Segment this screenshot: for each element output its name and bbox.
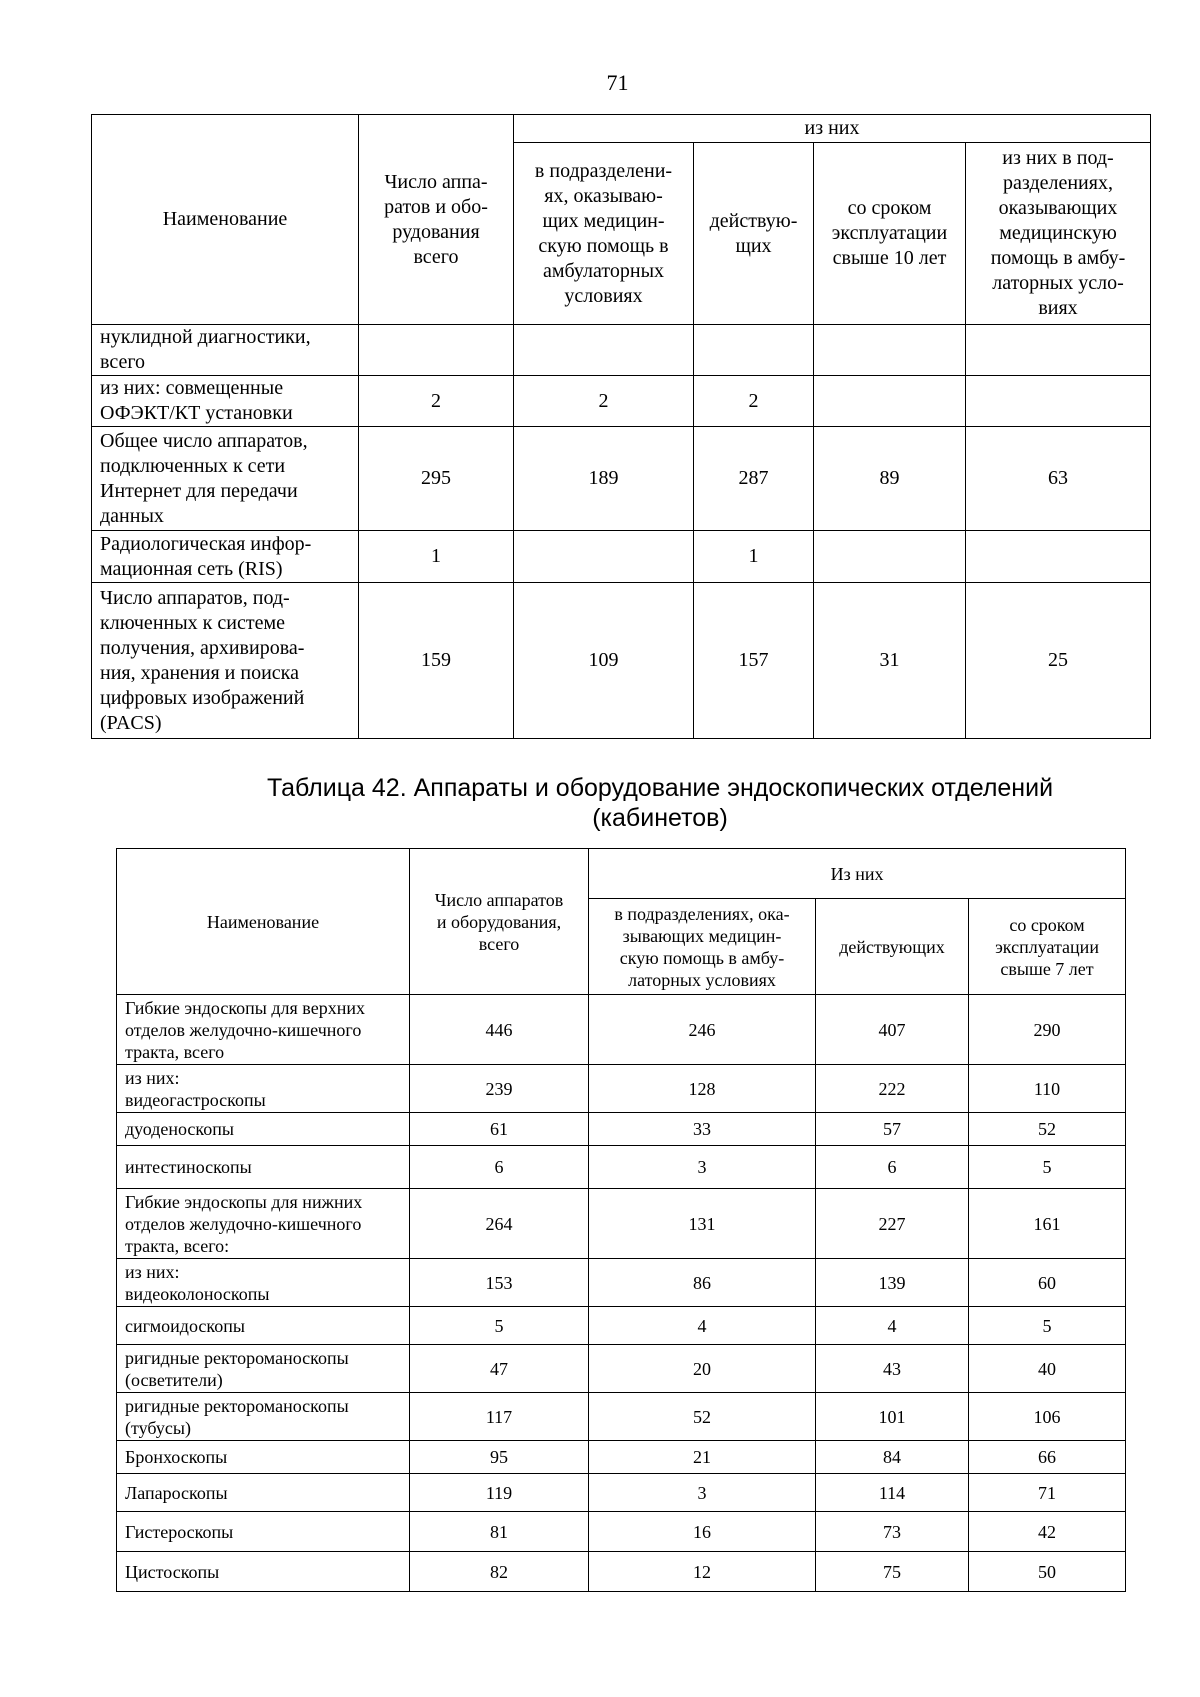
cell-active: 6	[816, 1146, 969, 1189]
cell-over7: 106	[969, 1393, 1126, 1441]
cell-name: Радиологическая инфор- мационная сеть (RIS)	[92, 531, 359, 583]
cell-active: 1	[694, 531, 814, 583]
cell-over7: 290	[969, 995, 1126, 1065]
cell-name: Число аппаратов, под- ключенных к системе получения, архивирова- ния, хранения и поиска цифровых изображений (PACS)	[92, 583, 359, 739]
cell-over10-amb: 63	[966, 427, 1151, 531]
cell-active: 157	[694, 583, 814, 739]
header-of-them: из них	[514, 115, 1151, 143]
cell-active: 57	[816, 1113, 969, 1146]
header-total: Число аппа- ратов и обо- рудования всего	[359, 115, 514, 325]
table-row	[117, 1345, 1126, 1393]
cell-ambulatory: 4	[589, 1307, 816, 1345]
header-name: Наименование	[117, 849, 410, 995]
cell-total: 446	[410, 995, 589, 1065]
table-row	[117, 1065, 1126, 1113]
cell-active: 43	[816, 1345, 969, 1393]
page-number: 71	[606, 70, 629, 95]
cell-ambulatory: 109	[514, 583, 694, 739]
cell-total: 153	[410, 1259, 589, 1307]
header-over10: со сроком эксплуатации свыше 10 лет	[814, 143, 966, 325]
cell-ambulatory: 246	[589, 995, 816, 1065]
cell-ambulatory: 33	[589, 1113, 816, 1146]
cell-over7: 5	[969, 1307, 1126, 1345]
cell-over7: 42	[969, 1512, 1126, 1552]
cell-over10	[814, 531, 966, 583]
cell-active: 101	[816, 1393, 969, 1441]
cell-over10: 31	[814, 583, 966, 739]
cell-total: 81	[410, 1512, 589, 1552]
cell-over7: 5	[969, 1146, 1126, 1189]
cell-ambulatory: 52	[589, 1393, 816, 1441]
cell-total: 239	[410, 1065, 589, 1113]
cell-total: 2	[359, 376, 514, 427]
cell-ambulatory: 20	[589, 1345, 816, 1393]
cell-name: Гибкие эндоскопы для верхних отделов желудочно-кишечного тракта, всего	[117, 995, 410, 1065]
header-total: Число аппаратов и оборудования, всего	[410, 849, 589, 995]
cell-ambulatory: 86	[589, 1259, 816, 1307]
cell-active: 407	[816, 995, 969, 1065]
cell-name: из них: совмещенные ОФЭКТ/КТ установки	[92, 376, 359, 427]
table-row	[117, 1474, 1126, 1512]
cell-name: интестиноскопы	[117, 1146, 410, 1189]
cell-over7: 60	[969, 1259, 1126, 1307]
cell-name: нуклидной диагностики, всего	[92, 325, 359, 376]
header-active: действую- щих	[694, 143, 814, 325]
cell-name: ригидные ректороманоскопы (осветители)	[117, 1345, 410, 1393]
table-row	[117, 1259, 1126, 1307]
radiology-equipment-table	[91, 114, 1151, 739]
cell-total: 119	[410, 1474, 589, 1512]
cell-name: ригидные ректороманоскопы (тубусы)	[117, 1393, 410, 1441]
cell-name: Лапароскопы	[117, 1474, 410, 1512]
table-row	[92, 531, 1151, 583]
cell-total: 264	[410, 1189, 589, 1259]
cell-name: сигмоидоскопы	[117, 1307, 410, 1345]
table-row	[117, 1552, 1126, 1592]
cell-over7: 71	[969, 1474, 1126, 1512]
table-row	[117, 1393, 1126, 1441]
cell-total: 295	[359, 427, 514, 531]
table-row	[92, 325, 1151, 376]
cell-ambulatory: 16	[589, 1512, 816, 1552]
cell-total: 159	[359, 583, 514, 739]
cell-active: 222	[816, 1065, 969, 1113]
cell-name: дуоденоскопы	[117, 1113, 410, 1146]
cell-over10-amb	[966, 325, 1151, 376]
cell-active: 4	[816, 1307, 969, 1345]
table-row	[117, 1146, 1126, 1189]
header-active: действующих	[816, 899, 969, 995]
cell-ambulatory: 189	[514, 427, 694, 531]
cell-name: из них: видеогастроскопы	[117, 1065, 410, 1113]
cell-total: 5	[410, 1307, 589, 1345]
cell-active: 73	[816, 1512, 969, 1552]
header-over10-ambulatory: из них в под- разделениях, оказывающих медицинскую помощь в амбу- латорных усло- виях	[966, 143, 1151, 325]
table-row	[117, 1189, 1126, 1259]
cell-over7: 110	[969, 1065, 1126, 1113]
cell-active: 227	[816, 1189, 969, 1259]
cell-over7: 52	[969, 1113, 1126, 1146]
cell-active: 139	[816, 1259, 969, 1307]
cell-over7: 40	[969, 1345, 1126, 1393]
cell-total: 117	[410, 1393, 589, 1441]
header-ambulatory: в подразделени- ях, оказываю- щих медицин- скую помощь в амбулаторных условиях	[514, 143, 694, 325]
table-row	[92, 427, 1151, 531]
cell-name: Цистоскопы	[117, 1552, 410, 1592]
cell-over7: 50	[969, 1552, 1126, 1592]
table-row	[117, 1441, 1126, 1474]
cell-active: 114	[816, 1474, 969, 1512]
cell-ambulatory	[514, 531, 694, 583]
cell-name: из них: видеоколоноскопы	[117, 1259, 410, 1307]
table-row	[117, 995, 1126, 1065]
cell-total: 6	[410, 1146, 589, 1189]
cell-name: Общее число аппаратов, подключенных к сети Интернет для передачи данных	[92, 427, 359, 531]
table-row	[117, 1113, 1126, 1146]
cell-total: 82	[410, 1552, 589, 1592]
endoscopy-equipment-table	[116, 848, 1126, 1592]
table-caption: Таблица 42. Аппараты и оборудование эндоскопических отделений (кабинетов)	[266, 774, 1054, 832]
cell-name: Гистероскопы	[117, 1512, 410, 1552]
cell-ambulatory: 131	[589, 1189, 816, 1259]
header-of-them: Из них	[589, 849, 1126, 899]
cell-ambulatory: 3	[589, 1146, 816, 1189]
table-row	[92, 583, 1151, 739]
cell-total: 47	[410, 1345, 589, 1393]
cell-total: 61	[410, 1113, 589, 1146]
cell-ambulatory	[514, 325, 694, 376]
cell-over10-amb	[966, 376, 1151, 427]
cell-over10-amb	[966, 531, 1151, 583]
cell-ambulatory: 3	[589, 1474, 816, 1512]
cell-ambulatory: 12	[589, 1552, 816, 1592]
cell-over10	[814, 325, 966, 376]
cell-active	[694, 325, 814, 376]
cell-name: Гибкие эндоскопы для нижних отделов желудочно-кишечного тракта, всего:	[117, 1189, 410, 1259]
table-row	[117, 1307, 1126, 1345]
cell-total: 95	[410, 1441, 589, 1474]
header-over7: со сроком эксплуатации свыше 7 лет	[969, 899, 1126, 995]
cell-ambulatory: 21	[589, 1441, 816, 1474]
header-name: Наименование	[92, 115, 359, 325]
cell-total: 1	[359, 531, 514, 583]
cell-active: 287	[694, 427, 814, 531]
cell-active: 75	[816, 1552, 969, 1592]
table-row	[92, 376, 1151, 427]
cell-active: 2	[694, 376, 814, 427]
header-ambulatory: в подразделениях, ока- зывающих медицин- скую помощь в амбу- латорных условиях	[589, 899, 816, 995]
table-row	[117, 1512, 1126, 1552]
cell-active: 84	[816, 1441, 969, 1474]
cell-name: Бронхоскопы	[117, 1441, 410, 1474]
cell-over10: 89	[814, 427, 966, 531]
cell-total	[359, 325, 514, 376]
cell-over7: 66	[969, 1441, 1126, 1474]
cell-over7: 161	[969, 1189, 1126, 1259]
cell-over10-amb: 25	[966, 583, 1151, 739]
cell-ambulatory: 128	[589, 1065, 816, 1113]
cell-ambulatory: 2	[514, 376, 694, 427]
cell-over10	[814, 376, 966, 427]
